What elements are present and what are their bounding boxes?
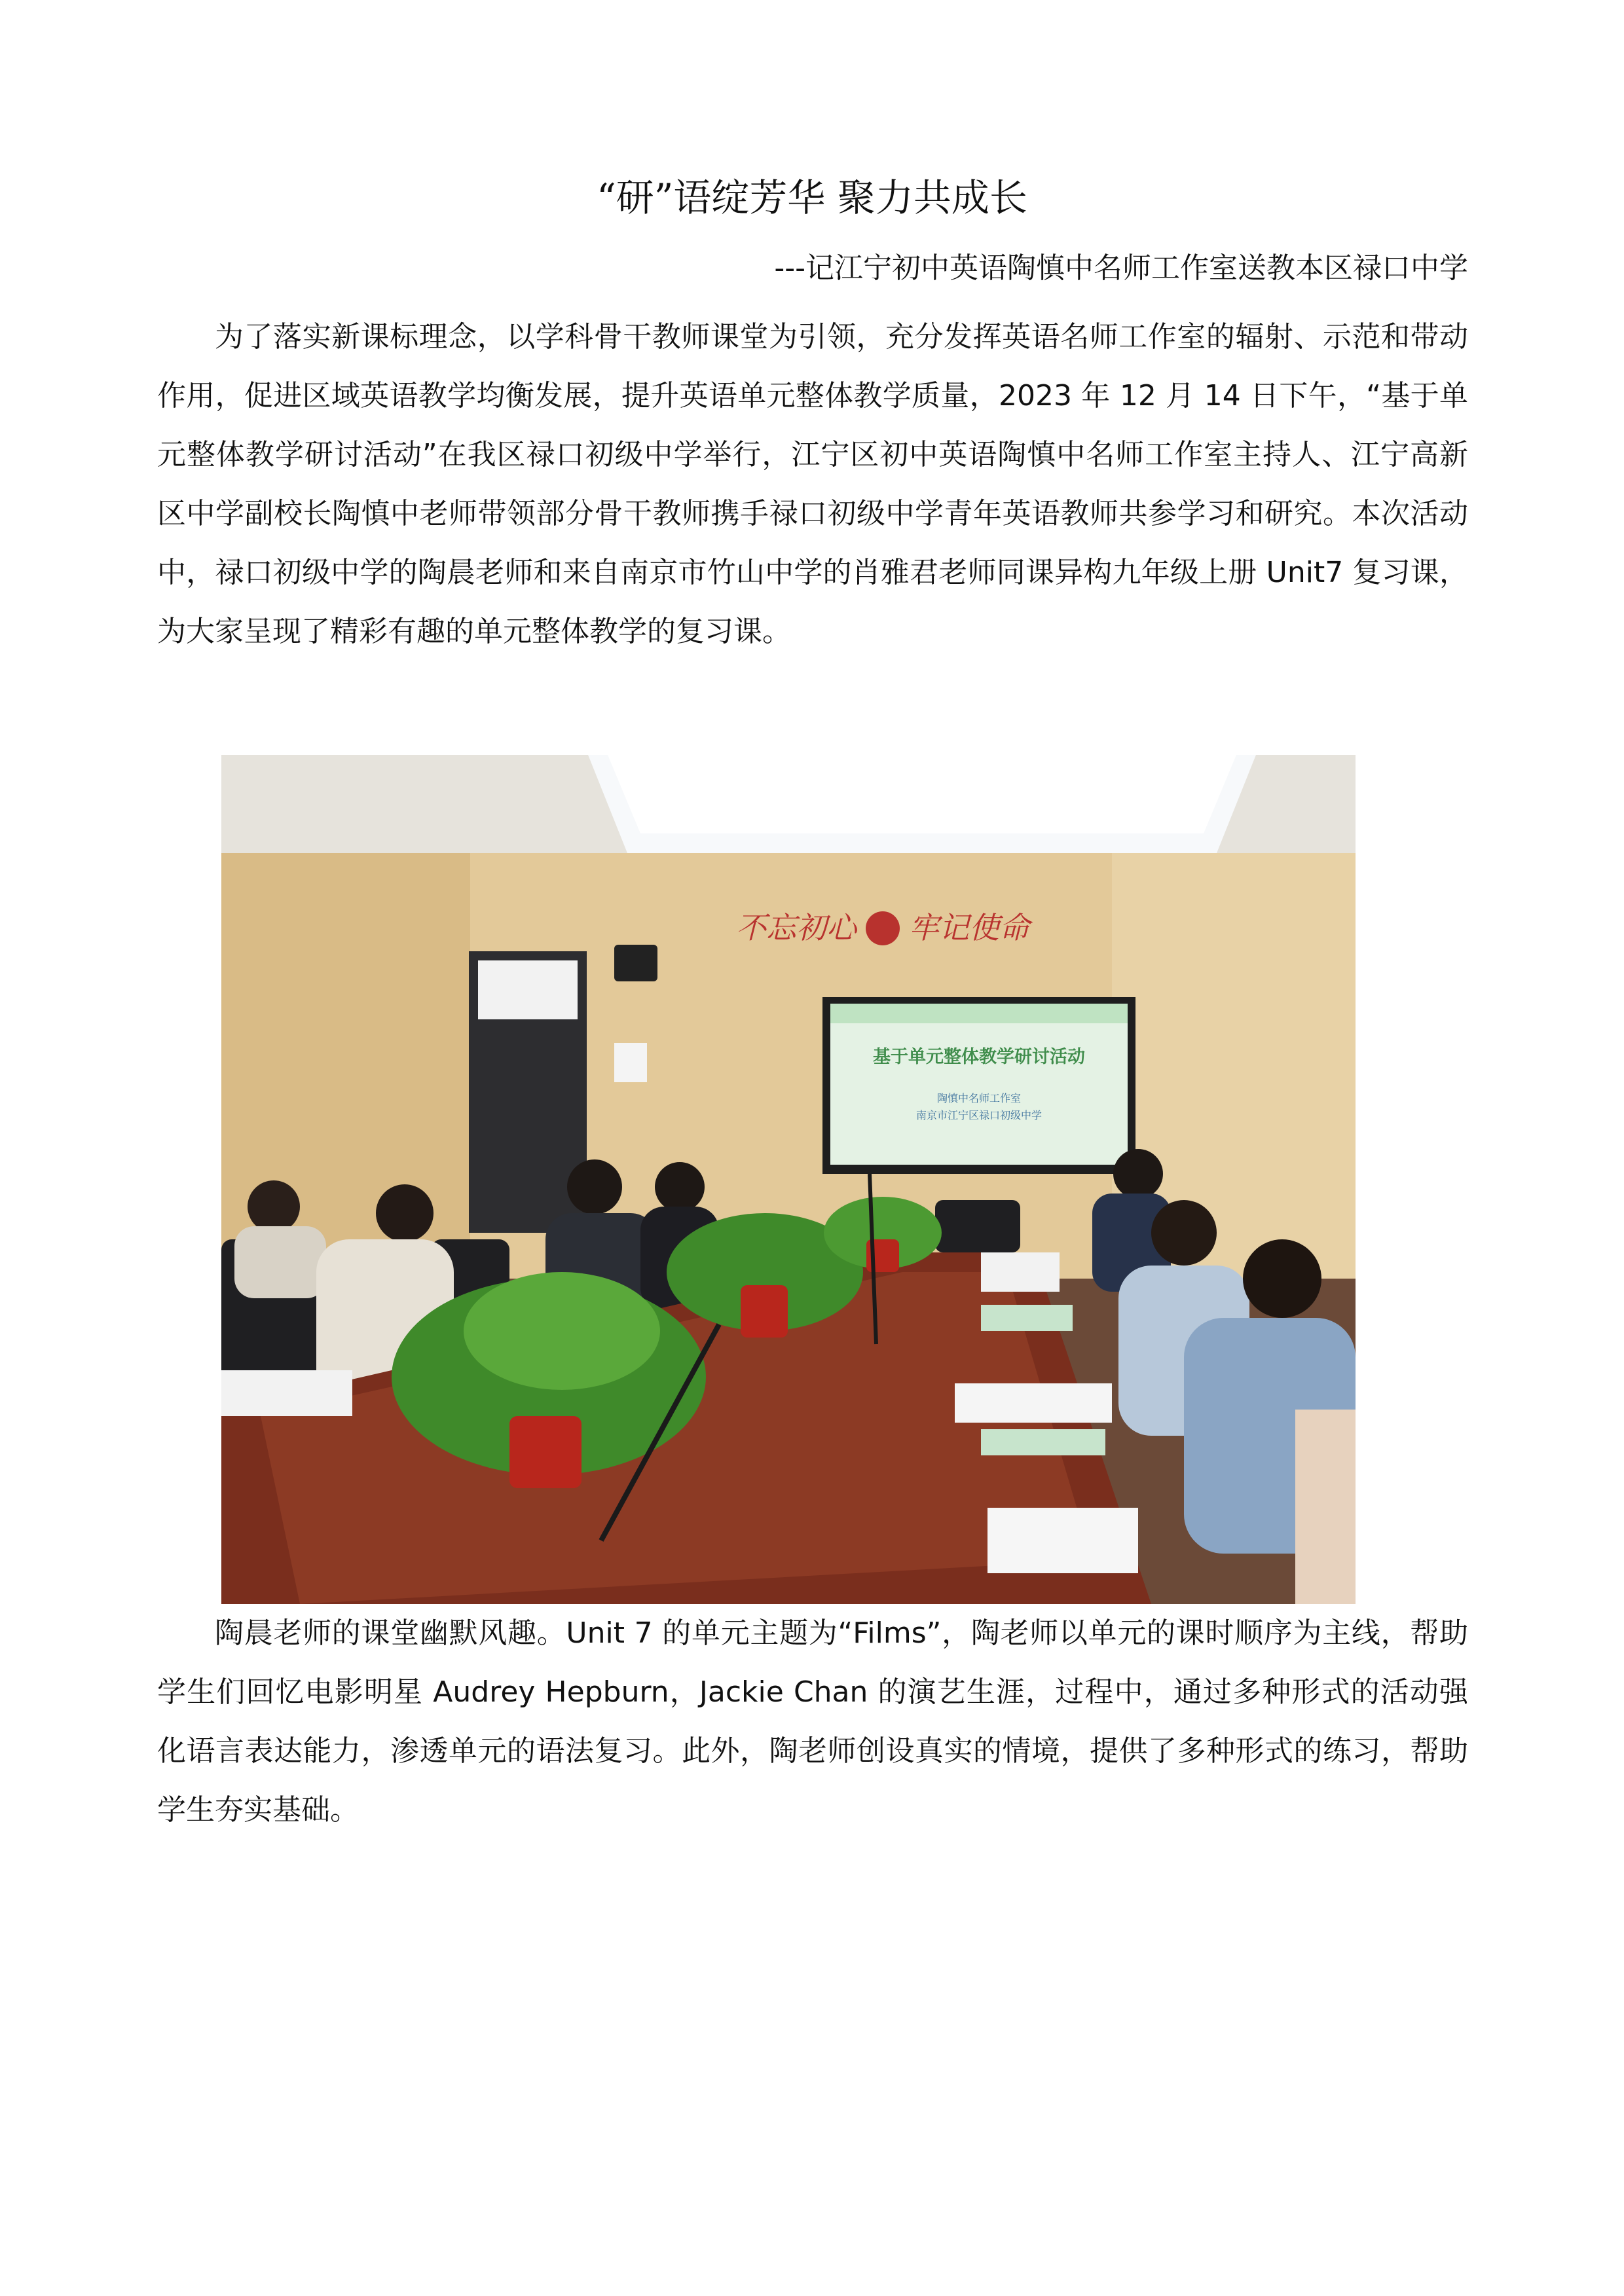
paragraph-intro: 为了落实新课标理念，以学科骨干教师课堂为引领，充分发挥英语名师工作室的辐射、示范和带动作用，促进区域英语教学均衡发展，提升英语单元整体教学质量，2023 年 12 月 14 日下午，“基于单元整体教学研讨活动”在我区禄口初级中学举行，江宁区初中英语陶慎中名师工作室主持人、江宁高新区中学副校长陶慎中老师带领部分骨干教师携手禄口初级中学青年英语教师共参学习和研究。本次活动中，禄口初级中学的陶晨老师和来自南京市竹山中学的肖雅君老师同课异构九年级上册 Unit7 复习课，为大家呈现了精彩有趣的单元整体教学的复习课。 [157, 320, 1468, 648]
screen-line-2: 南京市江宁区禄口初级中学 [915, 1109, 1043, 1121]
article-subtitle: ---记江宁初中英语陶慎中名师工作室送教本区禄口中学 [774, 251, 1468, 285]
meeting-photo [221, 755, 1356, 1604]
party-emblem-icon [866, 911, 900, 945]
wall-slogan-right: 牢记使命 [909, 910, 1029, 945]
notice-sign [614, 1043, 647, 1082]
wall-slogan-left: 不忘初心 [736, 910, 857, 945]
screen-line-1: 陶慎中名师工作室 [936, 1092, 1022, 1104]
paragraph-lesson: 陶晨老师的课堂幽默风趣。Unit 7 的单元主题为“Films”，陶老师以单元的课时顺序为主线，帮助学生们回忆电影明星 Audrey Hepburn，Jackie Chan 的演艺生涯，过程中，通过多种形式的活动强化语言表达能力，渗透单元的语法复习。此外，陶老师创设真实的情境，提供了多种形式的练习，帮助学生夯实基础。 [157, 1616, 1468, 1827]
article-title: “研”语绽芳华 聚力共成长 [597, 175, 1027, 220]
meeting-photo-illustration [221, 755, 1356, 1604]
screen-title: 基于单元整体教学研讨活动 [873, 1047, 1085, 1067]
wall-speaker [614, 945, 657, 981]
